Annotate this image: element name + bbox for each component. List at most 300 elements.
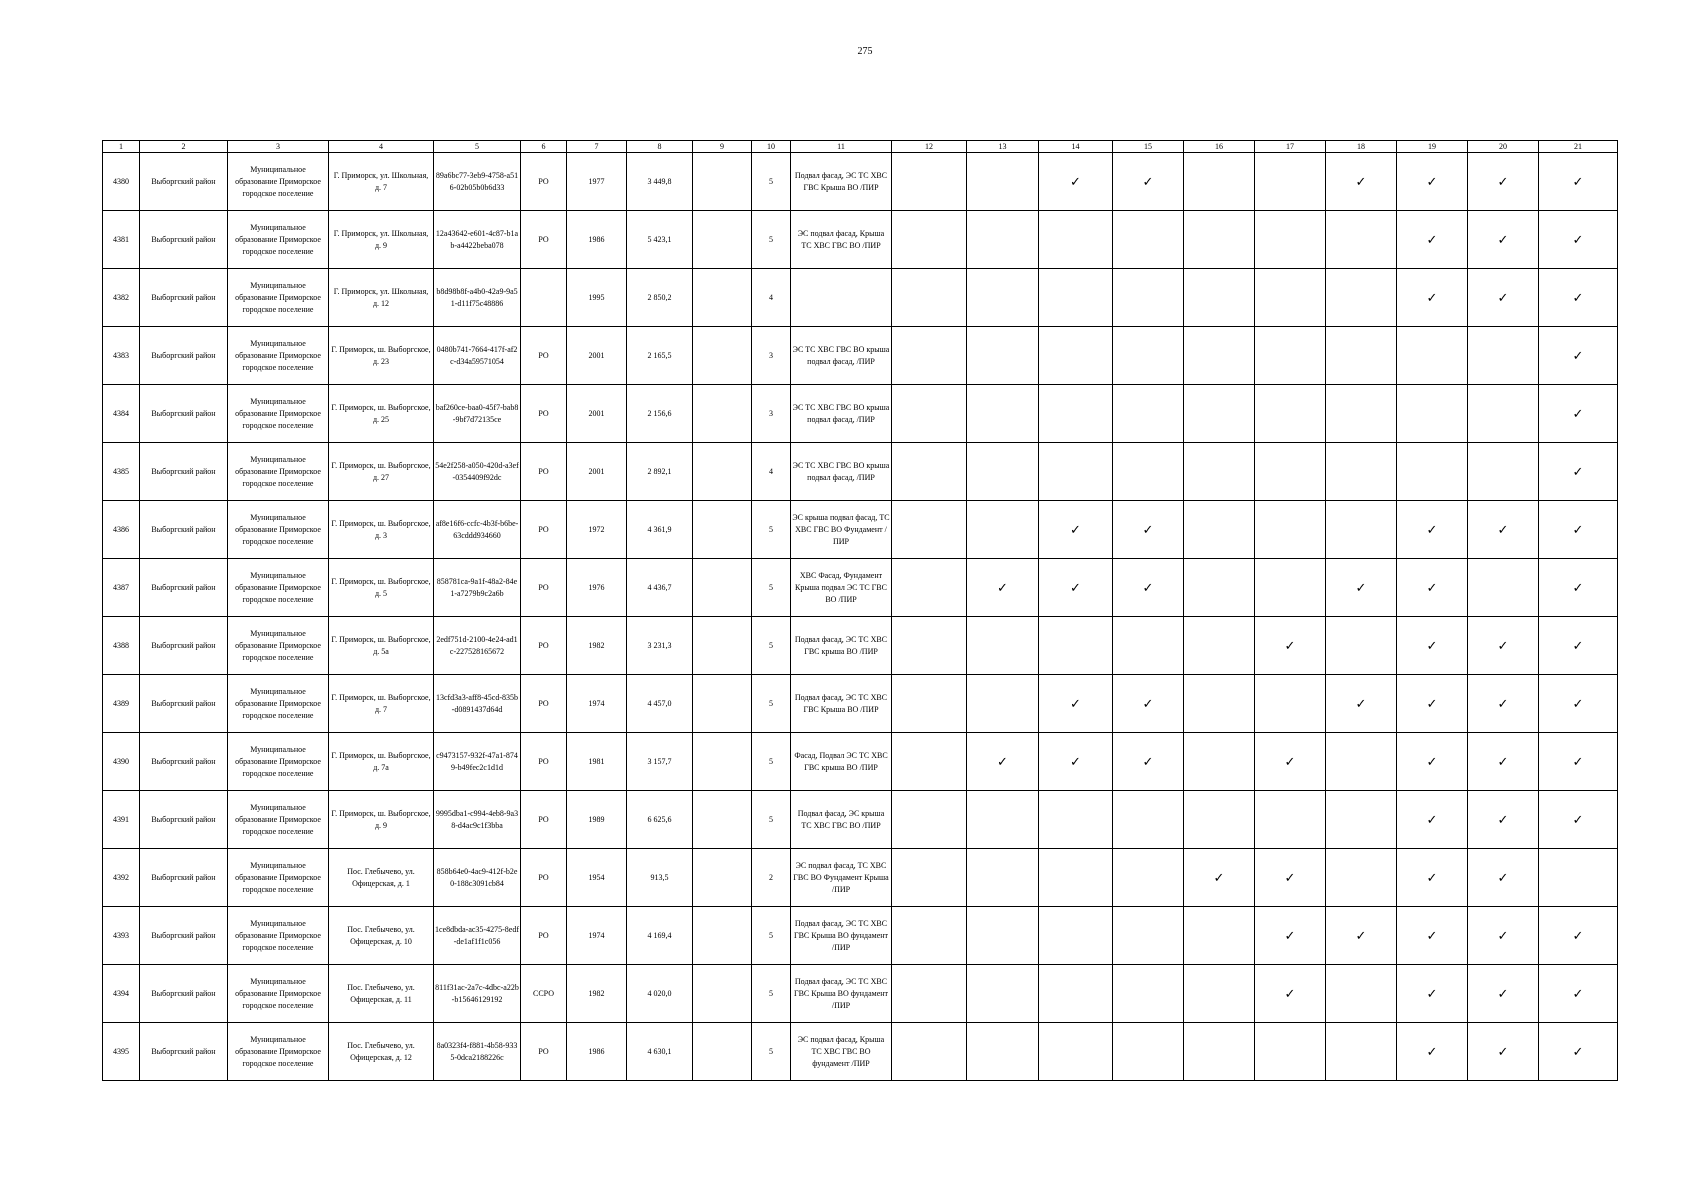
- column-21-cell: ✓: [1539, 269, 1618, 327]
- column-14-cell: [1039, 327, 1113, 385]
- build-year-cell: 1986: [567, 1023, 627, 1081]
- column-14-cell: ✓: [1039, 733, 1113, 791]
- fund-form-cell: РО: [521, 1023, 567, 1081]
- table-row: [103, 385, 1618, 443]
- column-15-cell: ✓: [1113, 675, 1184, 733]
- column-number-10: 10: [752, 141, 791, 153]
- column-17-cell: ✓: [1255, 617, 1326, 675]
- column-19-cell: ✓: [1397, 733, 1468, 791]
- floors-cell: 5: [752, 965, 791, 1023]
- district-cell: Выборгский район: [140, 559, 228, 617]
- column-13-cell: [967, 443, 1039, 501]
- works-list-cell: Фасад, Подвал ЭС ТС ХВС ГВС крыша ВО /ПИР: [791, 733, 892, 791]
- address-cell: Пос. Глебычево, ул. Офицерская, д. 10: [329, 907, 434, 965]
- column-number-4: 4: [329, 141, 434, 153]
- column-13-cell: [967, 1023, 1039, 1081]
- column-19-cell: ✓: [1397, 269, 1468, 327]
- fund-form-cell: РО: [521, 385, 567, 443]
- column-20-cell: ✓: [1468, 1023, 1539, 1081]
- column-17-cell: [1255, 559, 1326, 617]
- column-19-cell: [1397, 443, 1468, 501]
- municipality-cell: Муниципальное образование Приморское городское поселение: [228, 965, 329, 1023]
- register-table: [102, 140, 1618, 1081]
- column-number-12: 12: [892, 141, 967, 153]
- table-row: [103, 559, 1618, 617]
- column-16-cell: [1184, 559, 1255, 617]
- column-16-cell: [1184, 965, 1255, 1023]
- table-row: [103, 211, 1618, 269]
- column-18-cell: [1326, 269, 1397, 327]
- column-number-11: 11: [791, 141, 892, 153]
- column-21-cell: ✓: [1539, 965, 1618, 1023]
- municipality-cell: Муниципальное образование Приморское городское поселение: [228, 327, 329, 385]
- column-13-cell: [967, 269, 1039, 327]
- floors-cell: 5: [752, 907, 791, 965]
- floors-cell: 5: [752, 733, 791, 791]
- house-guid-cell: baf260ce-baa0-45f7-bab8-9bf7d72135ce: [434, 385, 521, 443]
- column-number-6: 6: [521, 141, 567, 153]
- column-20-cell: ✓: [1468, 211, 1539, 269]
- column-21-cell: ✓: [1539, 675, 1618, 733]
- floors-cell: 5: [752, 153, 791, 211]
- column-19-cell: ✓: [1397, 1023, 1468, 1081]
- column-13-cell: [967, 211, 1039, 269]
- column-21-cell: ✓: [1539, 559, 1618, 617]
- column-20-cell: ✓: [1468, 965, 1539, 1023]
- column-16-cell: [1184, 733, 1255, 791]
- municipality-cell: Муниципальное образование Приморское городское поселение: [228, 385, 329, 443]
- district-cell: Выборгский район: [140, 501, 228, 559]
- column-17-cell: ✓: [1255, 965, 1326, 1023]
- column-17-cell: [1255, 501, 1326, 559]
- area-cell: 4 457,0: [627, 675, 693, 733]
- column-12-cell: [892, 501, 967, 559]
- column-9-cell: [693, 791, 752, 849]
- column-13-cell: ✓: [967, 733, 1039, 791]
- row-number: 4381: [103, 211, 140, 269]
- column-9-cell: [693, 617, 752, 675]
- column-20-cell: ✓: [1468, 733, 1539, 791]
- column-number-row: [103, 141, 1618, 153]
- district-cell: Выборгский район: [140, 269, 228, 327]
- house-guid-cell: 0480b741-7664-417f-af2c-d34a59571054: [434, 327, 521, 385]
- column-14-cell: [1039, 965, 1113, 1023]
- row-number: 4386: [103, 501, 140, 559]
- column-16-cell: [1184, 675, 1255, 733]
- house-guid-cell: 811f31ac-2a7c-4dbc-a22b-b15646129192: [434, 965, 521, 1023]
- column-17-cell: ✓: [1255, 907, 1326, 965]
- build-year-cell: 1974: [567, 675, 627, 733]
- column-13-cell: [967, 385, 1039, 443]
- column-18-cell: [1326, 791, 1397, 849]
- build-year-cell: 1986: [567, 211, 627, 269]
- column-20-cell: [1468, 385, 1539, 443]
- district-cell: Выборгский район: [140, 153, 228, 211]
- column-9-cell: [693, 559, 752, 617]
- column-21-cell: [1539, 849, 1618, 907]
- works-list-cell: ЭС подвал фасад, Крыша ТС ХВС ГВС ВО /ПИР: [791, 211, 892, 269]
- floors-cell: 5: [752, 675, 791, 733]
- column-13-cell: [967, 617, 1039, 675]
- column-16-cell: [1184, 907, 1255, 965]
- column-16-cell: [1184, 153, 1255, 211]
- floors-cell: 4: [752, 269, 791, 327]
- table-row: [103, 849, 1618, 907]
- area-cell: 4 630,1: [627, 1023, 693, 1081]
- column-18-cell: [1326, 211, 1397, 269]
- works-list-cell: ЭС подвал фасад, Крыша ТС ХВС ГВС ВО фундамент /ПИР: [791, 1023, 892, 1081]
- column-21-cell: ✓: [1539, 443, 1618, 501]
- municipality-cell: Муниципальное образование Приморское городское поселение: [228, 791, 329, 849]
- fund-form-cell: РО: [521, 327, 567, 385]
- column-number-17: 17: [1255, 141, 1326, 153]
- row-number: 4382: [103, 269, 140, 327]
- column-17-cell: [1255, 791, 1326, 849]
- column-number-18: 18: [1326, 141, 1397, 153]
- column-21-cell: ✓: [1539, 211, 1618, 269]
- house-guid-cell: 858781ca-9a1f-48a2-84e1-a7279b9c2a6b: [434, 559, 521, 617]
- area-cell: 4 169,4: [627, 907, 693, 965]
- column-16-cell: ✓: [1184, 849, 1255, 907]
- fund-form-cell: РО: [521, 907, 567, 965]
- column-18-cell: [1326, 385, 1397, 443]
- build-year-cell: 1974: [567, 907, 627, 965]
- column-12-cell: [892, 385, 967, 443]
- column-18-cell: [1326, 501, 1397, 559]
- table-row: [103, 965, 1618, 1023]
- area-cell: 5 423,1: [627, 211, 693, 269]
- build-year-cell: 2001: [567, 443, 627, 501]
- column-16-cell: [1184, 501, 1255, 559]
- build-year-cell: 1976: [567, 559, 627, 617]
- column-14-cell: [1039, 791, 1113, 849]
- column-15-cell: [1113, 385, 1184, 443]
- district-cell: Выборгский район: [140, 849, 228, 907]
- column-number-7: 7: [567, 141, 627, 153]
- column-15-cell: [1113, 907, 1184, 965]
- row-number: 4389: [103, 675, 140, 733]
- column-19-cell: ✓: [1397, 501, 1468, 559]
- district-cell: Выборгский район: [140, 327, 228, 385]
- table-row: [103, 443, 1618, 501]
- works-list-cell: Подвал фасад, ЭС крыша ТС ХВС ГВС ВО /ПИР: [791, 791, 892, 849]
- column-20-cell: ✓: [1468, 791, 1539, 849]
- area-cell: 3 231,3: [627, 617, 693, 675]
- column-14-cell: [1039, 907, 1113, 965]
- column-18-cell: [1326, 617, 1397, 675]
- build-year-cell: 1972: [567, 501, 627, 559]
- column-15-cell: [1113, 617, 1184, 675]
- row-number: 4391: [103, 791, 140, 849]
- column-12-cell: [892, 907, 967, 965]
- area-cell: 913,5: [627, 849, 693, 907]
- fund-form-cell: РО: [521, 617, 567, 675]
- municipality-cell: Муниципальное образование Приморское городское поселение: [228, 675, 329, 733]
- municipality-cell: Муниципальное образование Приморское городское поселение: [228, 443, 329, 501]
- column-15-cell: [1113, 791, 1184, 849]
- works-list-cell: ЭС подвал фасад, ТС ХВС ГВС ВО Фундамент Крыша /ПИР: [791, 849, 892, 907]
- district-cell: Выборгский район: [140, 907, 228, 965]
- build-year-cell: 1995: [567, 269, 627, 327]
- district-cell: Выборгский район: [140, 791, 228, 849]
- column-20-cell: ✓: [1468, 153, 1539, 211]
- column-13-cell: [967, 791, 1039, 849]
- table-row: [103, 1023, 1618, 1081]
- area-cell: 4 020,0: [627, 965, 693, 1023]
- column-19-cell: ✓: [1397, 617, 1468, 675]
- address-cell: Г. Приморск, ул. Школьная, д. 12: [329, 269, 434, 327]
- column-9-cell: [693, 211, 752, 269]
- works-list-cell: Подвал фасад, ЭС ТС ХВС ГВС Крыша ВО фундамент /ПИР: [791, 907, 892, 965]
- house-guid-cell: 54e2f258-a050-420d-a3ef-0354409f92dc: [434, 443, 521, 501]
- column-18-cell: ✓: [1326, 907, 1397, 965]
- build-year-cell: 2001: [567, 327, 627, 385]
- row-number: 4395: [103, 1023, 140, 1081]
- build-year-cell: 1989: [567, 791, 627, 849]
- column-9-cell: [693, 443, 752, 501]
- fund-form-cell: РО: [521, 849, 567, 907]
- column-number-3: 3: [228, 141, 329, 153]
- municipality-cell: Муниципальное образование Приморское городское поселение: [228, 1023, 329, 1081]
- column-21-cell: ✓: [1539, 733, 1618, 791]
- column-14-cell: [1039, 443, 1113, 501]
- works-list-cell: ЭС крыша подвал фасад, ТС ХВС ГВС ВО Фундамент /ПИР: [791, 501, 892, 559]
- district-cell: Выборгский район: [140, 385, 228, 443]
- column-number-16: 16: [1184, 141, 1255, 153]
- works-list-cell: Подвал фасад, ЭС ТС ХВС ГВС Крыша ВО /ПИР: [791, 153, 892, 211]
- column-20-cell: ✓: [1468, 501, 1539, 559]
- district-cell: Выборгский район: [140, 211, 228, 269]
- table-row: [103, 269, 1618, 327]
- column-14-cell: [1039, 385, 1113, 443]
- floors-cell: 5: [752, 501, 791, 559]
- build-year-cell: 1982: [567, 965, 627, 1023]
- column-13-cell: [967, 675, 1039, 733]
- column-16-cell: [1184, 791, 1255, 849]
- row-number: 4384: [103, 385, 140, 443]
- column-9-cell: [693, 907, 752, 965]
- table-row: [103, 617, 1618, 675]
- row-number: 4387: [103, 559, 140, 617]
- column-9-cell: [693, 501, 752, 559]
- table-row: [103, 327, 1618, 385]
- floors-cell: 5: [752, 791, 791, 849]
- area-cell: 3 157,7: [627, 733, 693, 791]
- address-cell: Г. Приморск, ш. Выборгское, д. 7: [329, 675, 434, 733]
- floors-cell: 5: [752, 211, 791, 269]
- column-15-cell: [1113, 443, 1184, 501]
- table-row: [103, 675, 1618, 733]
- column-14-cell: [1039, 617, 1113, 675]
- column-number-1: 1: [103, 141, 140, 153]
- floors-cell: 5: [752, 1023, 791, 1081]
- column-15-cell: [1113, 965, 1184, 1023]
- column-17-cell: ✓: [1255, 849, 1326, 907]
- column-12-cell: [892, 443, 967, 501]
- column-12-cell: [892, 211, 967, 269]
- house-guid-cell: 9995dba1-c994-4eb8-9a38-d4ac9c1f3bba: [434, 791, 521, 849]
- column-9-cell: [693, 153, 752, 211]
- municipality-cell: Муниципальное образование Приморское городское поселение: [228, 617, 329, 675]
- house-guid-cell: 2edf751d-2100-4e24-ad1c-227528165672: [434, 617, 521, 675]
- column-9-cell: [693, 733, 752, 791]
- table-row: [103, 153, 1618, 211]
- fund-form-cell: РО: [521, 675, 567, 733]
- column-12-cell: [892, 559, 967, 617]
- municipality-cell: Муниципальное образование Приморское городское поселение: [228, 269, 329, 327]
- municipality-cell: Муниципальное образование Приморское городское поселение: [228, 559, 329, 617]
- column-13-cell: [967, 327, 1039, 385]
- column-19-cell: [1397, 327, 1468, 385]
- column-15-cell: ✓: [1113, 559, 1184, 617]
- address-cell: Г. Приморск, ул. Школьная, д. 9: [329, 211, 434, 269]
- column-18-cell: [1326, 1023, 1397, 1081]
- column-number-2: 2: [140, 141, 228, 153]
- fund-form-cell: РО: [521, 501, 567, 559]
- column-19-cell: ✓: [1397, 559, 1468, 617]
- column-19-cell: ✓: [1397, 211, 1468, 269]
- column-16-cell: [1184, 1023, 1255, 1081]
- row-number: 4392: [103, 849, 140, 907]
- column-18-cell: [1326, 327, 1397, 385]
- column-18-cell: [1326, 849, 1397, 907]
- column-12-cell: [892, 327, 967, 385]
- table-row: [103, 791, 1618, 849]
- district-cell: Выборгский район: [140, 733, 228, 791]
- column-12-cell: [892, 849, 967, 907]
- column-12-cell: [892, 269, 967, 327]
- floors-cell: 3: [752, 385, 791, 443]
- area-cell: 2 165,5: [627, 327, 693, 385]
- build-year-cell: 2001: [567, 385, 627, 443]
- column-number-13: 13: [967, 141, 1039, 153]
- district-cell: Выборгский район: [140, 443, 228, 501]
- column-14-cell: ✓: [1039, 675, 1113, 733]
- column-16-cell: [1184, 443, 1255, 501]
- column-15-cell: [1113, 327, 1184, 385]
- column-21-cell: ✓: [1539, 1023, 1618, 1081]
- row-number: 4394: [103, 965, 140, 1023]
- column-21-cell: ✓: [1539, 617, 1618, 675]
- column-17-cell: [1255, 269, 1326, 327]
- page-number: 275: [857, 46, 873, 57]
- column-12-cell: [892, 791, 967, 849]
- address-cell: Г. Приморск, ш. Выборгское, д. 9: [329, 791, 434, 849]
- works-list-cell: Подвал фасад, ЭС ТС ХВС ГВС крыша ВО /ПИР: [791, 617, 892, 675]
- fund-form-cell: РО: [521, 443, 567, 501]
- column-9-cell: [693, 1023, 752, 1081]
- works-list-cell: [791, 269, 892, 327]
- fund-form-cell: РО: [521, 153, 567, 211]
- municipality-cell: Муниципальное образование Приморское городское поселение: [228, 501, 329, 559]
- column-14-cell: ✓: [1039, 153, 1113, 211]
- column-16-cell: [1184, 269, 1255, 327]
- column-14-cell: ✓: [1039, 501, 1113, 559]
- column-20-cell: ✓: [1468, 907, 1539, 965]
- column-20-cell: [1468, 327, 1539, 385]
- column-20-cell: [1468, 443, 1539, 501]
- column-14-cell: [1039, 1023, 1113, 1081]
- column-number-14: 14: [1039, 141, 1113, 153]
- column-21-cell: ✓: [1539, 501, 1618, 559]
- district-cell: Выборгский район: [140, 1023, 228, 1081]
- municipality-cell: Муниципальное образование Приморское городское поселение: [228, 849, 329, 907]
- column-17-cell: [1255, 211, 1326, 269]
- row-number: 4390: [103, 733, 140, 791]
- column-20-cell: ✓: [1468, 617, 1539, 675]
- column-14-cell: ✓: [1039, 559, 1113, 617]
- fund-form-cell: [521, 269, 567, 327]
- column-17-cell: [1255, 675, 1326, 733]
- row-number: 4393: [103, 907, 140, 965]
- district-cell: Выборгский район: [140, 965, 228, 1023]
- column-19-cell: ✓: [1397, 849, 1468, 907]
- area-cell: 6 625,6: [627, 791, 693, 849]
- house-guid-cell: 12a43642-e601-4c87-b1ab-a4422beba078: [434, 211, 521, 269]
- column-18-cell: ✓: [1326, 153, 1397, 211]
- row-number: 4383: [103, 327, 140, 385]
- column-21-cell: ✓: [1539, 907, 1618, 965]
- column-15-cell: ✓: [1113, 153, 1184, 211]
- row-number: 4380: [103, 153, 140, 211]
- floors-cell: 5: [752, 617, 791, 675]
- column-13-cell: ✓: [967, 559, 1039, 617]
- column-18-cell: [1326, 443, 1397, 501]
- column-21-cell: ✓: [1539, 327, 1618, 385]
- column-14-cell: [1039, 269, 1113, 327]
- column-number-21: 21: [1539, 141, 1618, 153]
- column-9-cell: [693, 849, 752, 907]
- address-cell: Пос. Глебычево, ул. Офицерская, д. 12: [329, 1023, 434, 1081]
- column-13-cell: [967, 153, 1039, 211]
- column-15-cell: [1113, 269, 1184, 327]
- works-list-cell: ЭС ТС ХВС ГВС ВО крыша подвал фасад, /ПИР: [791, 385, 892, 443]
- row-number: 4385: [103, 443, 140, 501]
- district-cell: Выборгский район: [140, 617, 228, 675]
- column-17-cell: [1255, 443, 1326, 501]
- column-9-cell: [693, 327, 752, 385]
- column-12-cell: [892, 733, 967, 791]
- column-13-cell: [967, 907, 1039, 965]
- column-9-cell: [693, 385, 752, 443]
- column-19-cell: [1397, 385, 1468, 443]
- column-9-cell: [693, 965, 752, 1023]
- fund-form-cell: РО: [521, 791, 567, 849]
- column-16-cell: [1184, 385, 1255, 443]
- build-year-cell: 1977: [567, 153, 627, 211]
- floors-cell: 3: [752, 327, 791, 385]
- table-row: [103, 907, 1618, 965]
- column-17-cell: [1255, 385, 1326, 443]
- address-cell: Г. Приморск, ш. Выборгское, д. 5: [329, 559, 434, 617]
- column-17-cell: [1255, 1023, 1326, 1081]
- column-20-cell: ✓: [1468, 269, 1539, 327]
- column-18-cell: ✓: [1326, 675, 1397, 733]
- column-13-cell: [967, 965, 1039, 1023]
- fund-form-cell: РО: [521, 559, 567, 617]
- fund-form-cell: РО: [521, 733, 567, 791]
- column-20-cell: ✓: [1468, 675, 1539, 733]
- area-cell: 4 436,7: [627, 559, 693, 617]
- build-year-cell: 1954: [567, 849, 627, 907]
- house-guid-cell: 8a0323f4-f881-4b58-9335-0dca2188226c: [434, 1023, 521, 1081]
- column-number-5: 5: [434, 141, 521, 153]
- column-17-cell: ✓: [1255, 733, 1326, 791]
- works-list-cell: ХВС Фасад, Фундамент Крыша подвал ЭС ТС ГВС ВО /ПИР: [791, 559, 892, 617]
- municipality-cell: Муниципальное образование Приморское городское поселение: [228, 733, 329, 791]
- works-list-cell: Подвал фасад, ЭС ТС ХВС ГВС Крыша ВО фундамент /ПИР: [791, 965, 892, 1023]
- house-guid-cell: af8e16f6-ccfc-4b3f-b6be-63cddd934660: [434, 501, 521, 559]
